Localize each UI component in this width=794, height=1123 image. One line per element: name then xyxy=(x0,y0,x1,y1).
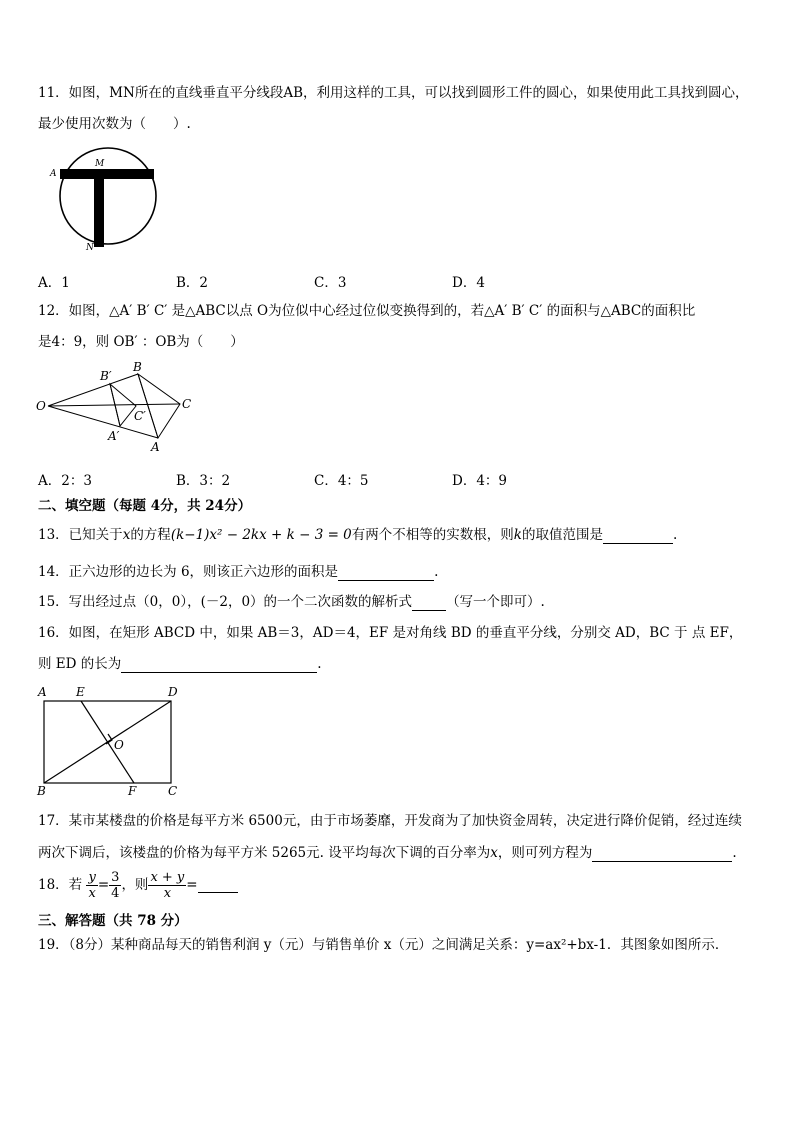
q11-label-m: M xyxy=(95,159,105,169)
q13: 13．已知关于x的方程(k−1)x² − 2kx + k − 3 = 0有两个不相等的实数根，则k的取值范围是 . xyxy=(38,527,678,543)
q12-label-b1: B′ xyxy=(100,369,112,383)
q15-answer-blank[interactable] xyxy=(412,596,446,611)
q11-line1: 11．如图，MN所在的直线垂直平分线段AB，利用这样的工具，可以找到圆形工件的圆心，如果使用此工具找到圆心， xyxy=(38,85,749,101)
q11-label-n: N xyxy=(86,243,94,253)
q16-label-b: B xyxy=(37,784,46,798)
q13-end: 的取值范围是 xyxy=(521,527,603,543)
q15-text: 15．写出经过点（0，0），(－2，0）的一个二次函数的解析式 xyxy=(38,594,413,610)
q11-option-d: D．4 xyxy=(452,275,485,291)
q17-line1: 17．某市某楼盘的价格是每平方米 6500元，由于市场萎靡，开发商为了加快资金周转，决定进行降价促销，经过连续 xyxy=(38,813,742,829)
q15 xyxy=(38,593,545,611)
q18-fraction-y-over-x: $\frac{y}{x}$ xyxy=(88,870,96,901)
q18: 18．若 $\frac{y}{x}$ = $\frac{3}{4}$ ，则 $\frac{x + y}{x}$ = xyxy=(38,868,238,902)
q12-line2: 是4：9，则 OB′ ：OB为（ ） xyxy=(38,334,244,350)
q12-line1: 12．如图，△A′ B′ C′ 是△ABC以点 O为位似中心经过位似变换得到的，若△A′ B′ C′ 的面积与△ABC的面积比 xyxy=(38,303,696,319)
q13-mid: 的方程 xyxy=(130,527,171,543)
q16-label-f: F xyxy=(128,784,137,798)
q16-label-d: D xyxy=(168,685,178,699)
q11-tool-stem xyxy=(94,179,104,247)
q14-answer-blank[interactable] xyxy=(338,566,434,581)
q17-x: x xyxy=(490,845,498,861)
section-3-heading: 三、解答题（共 78 分） xyxy=(38,913,188,929)
q13-answer-blank[interactable] xyxy=(603,529,673,544)
q16-label-e: E xyxy=(76,685,85,699)
q11-option-a: A．1 xyxy=(38,275,70,291)
q17-line2: 两次下调后，该楼盘的价格为每平方米 5265元. 设平均每次下调的百分率为x，则可列方程为 . xyxy=(38,845,737,861)
q16-line2: 则 ED 的长为 . xyxy=(38,656,322,672)
q12-label-b: B xyxy=(133,360,142,374)
q18-fraction-3-over-4: $\frac{3}{4}$ xyxy=(111,870,120,901)
q15-post: （写一个即可）. xyxy=(446,594,545,610)
q11-circle xyxy=(60,148,156,244)
q16-line1: 16．如图，在矩形 ABCD 中，如果 AB＝3，AD＝4，EF 是对角线 BD 的垂直平分线，分别交 AD，BC 于 点 EF， xyxy=(38,625,743,641)
q14-text: 14．正六边形的边长为 6，则该正六边形的面积是 xyxy=(38,564,339,580)
q16-label-o: O xyxy=(114,738,124,752)
q11-line2: 最少使用次数为（ ）. xyxy=(38,116,191,132)
q13-post: 有两个不相等的实数根，则 xyxy=(351,527,514,543)
q12-label-c1: C′ xyxy=(134,409,146,423)
q11-label-b: B xyxy=(145,169,152,179)
q18-fraction-xplusy-over-x: $\frac{x + y}{x}$ xyxy=(150,870,185,901)
q12-option-d: D．4：9 xyxy=(452,473,508,489)
q14: 14．正六边形的边长为 6，则该正六边形的面积是 . xyxy=(38,564,439,580)
q12-label-c: C xyxy=(182,397,192,411)
q11-label-a: A xyxy=(50,169,57,179)
q12-option-c: C．4：5 xyxy=(314,473,369,489)
q13-x: x xyxy=(122,527,131,543)
q12-option-a: A．2：3 xyxy=(38,473,92,489)
q19-text: 19．（8分）某种商品每天的销售利润 y（元）与销售单价 x（元）之间满足关系：y=ax²+bx-1．其图象如图所示． xyxy=(38,937,729,953)
q11-tool-bar xyxy=(60,169,154,179)
q12-label-a: A xyxy=(151,440,160,454)
q12-label-o: O xyxy=(36,399,46,413)
q16-label-a: A xyxy=(38,685,47,699)
q16-figure xyxy=(34,682,194,798)
q12-figure xyxy=(34,358,204,456)
q12-option-b: B．3：2 xyxy=(176,473,231,489)
q11-option-c: C．3 xyxy=(314,275,347,291)
section-2-heading: 二、填空题（每题 4分，共 24分） xyxy=(38,498,252,514)
q13-k: k xyxy=(513,527,522,543)
q13-pre: 13．已知关于 xyxy=(38,527,123,543)
q12-label-a1: A′ xyxy=(108,429,120,443)
q11-figure xyxy=(44,146,174,254)
q18-answer-blank[interactable] xyxy=(198,878,238,893)
q17-answer-blank[interactable] xyxy=(592,847,732,862)
q11-option-b: B．2 xyxy=(176,275,209,291)
q16-label-c: C xyxy=(168,784,178,798)
q16-answer-blank[interactable] xyxy=(121,658,317,673)
q13-equation: (k−1)x² − 2kx + k − 3 = 0 xyxy=(170,527,352,543)
